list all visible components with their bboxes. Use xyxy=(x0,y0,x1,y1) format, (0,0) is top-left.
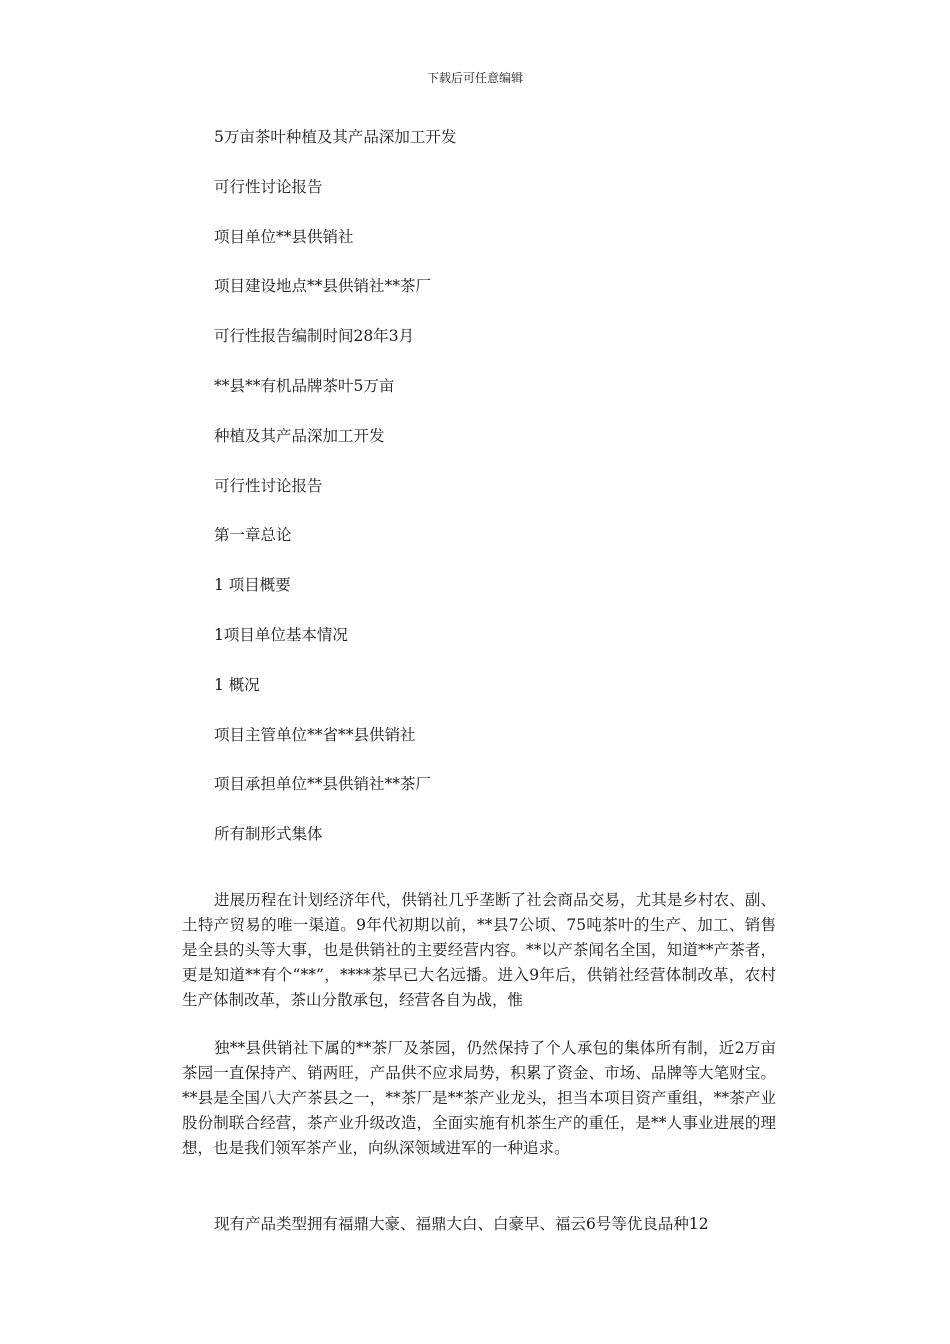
overview-heading: 1 概况 xyxy=(214,675,260,694)
report-type-line: 可行性讨论报告 xyxy=(214,177,323,196)
section-heading: 1 项目概要 xyxy=(214,576,291,595)
project-title-line: **县**有机品牌茶叶5万亩 xyxy=(214,376,395,395)
ownership-line: 所有制形式集体 xyxy=(214,825,323,844)
tea-factory-paragraph: 独**县供销社下属的**茶厂及茶园，仍然保持了个人承包的集体所有制，近2万亩茶园一直保持产、销两旺，产品供不应求局势，积累了资金、市场、品牌等大笔财宝。**县是全国八大产茶县之一，**茶厂是**茶产业龙头，担当本项目资产重组，**茶产业股份制联合经营，茶产业升级改造，全面实施有机茶生产的重任，是**人事业进展的理想，也是我们领军茶产业，向纵深领域进军的一种追求。 xyxy=(182,1038,776,1157)
report-type-line-repeat: 可行性讨论报告 xyxy=(214,476,323,495)
report-date-line: 可行性报告编制时间28年3月 xyxy=(214,327,415,346)
project-subtitle-line: 种植及其产品深加工开发 xyxy=(214,426,385,445)
undertaking-unit-line: 项目承担单位**县供销社**茶厂 xyxy=(214,775,432,794)
subsection-heading: 1项目单位基本情况 xyxy=(214,625,348,644)
supervising-unit-line: 项目主管单位**省**县供销社 xyxy=(214,725,416,744)
document-heading-lines xyxy=(214,126,774,873)
download-note: 下载后可任意编辑 xyxy=(426,71,523,85)
product-types-paragraph: 现有产品类型拥有福鼎大豪、福鼎大白、白豪早、福云6号等优良品种12 xyxy=(214,1214,709,1233)
project-unit-line: 项目单位**县供销社 xyxy=(214,227,354,246)
chapter-heading: 第一章总论 xyxy=(214,526,292,545)
document-title-line: 5万亩茶叶种植及其产品深加工开发 xyxy=(214,128,457,146)
history-paragraph: 进展历程在计划经济年代，供销社几乎垄断了社会商品交易，尤其是乡村农、副、土特产贸易的唯一渠道。9年代初期以前，**县7公顷、75吨茶叶的生产、加工、销售是全县的头等大事，也是供销社的主要经营内容。**以产茶闻名全国，知道**产茶者，更是知道**有个“**”，****茶早已大名远播。进入9年后，供销社经营体制改革，农村生产体制改革，茶山分散承包，经营各自为战，惟 xyxy=(182,890,776,1009)
project-location-line: 项目建设地点**县供销社**茶厂 xyxy=(214,277,432,296)
